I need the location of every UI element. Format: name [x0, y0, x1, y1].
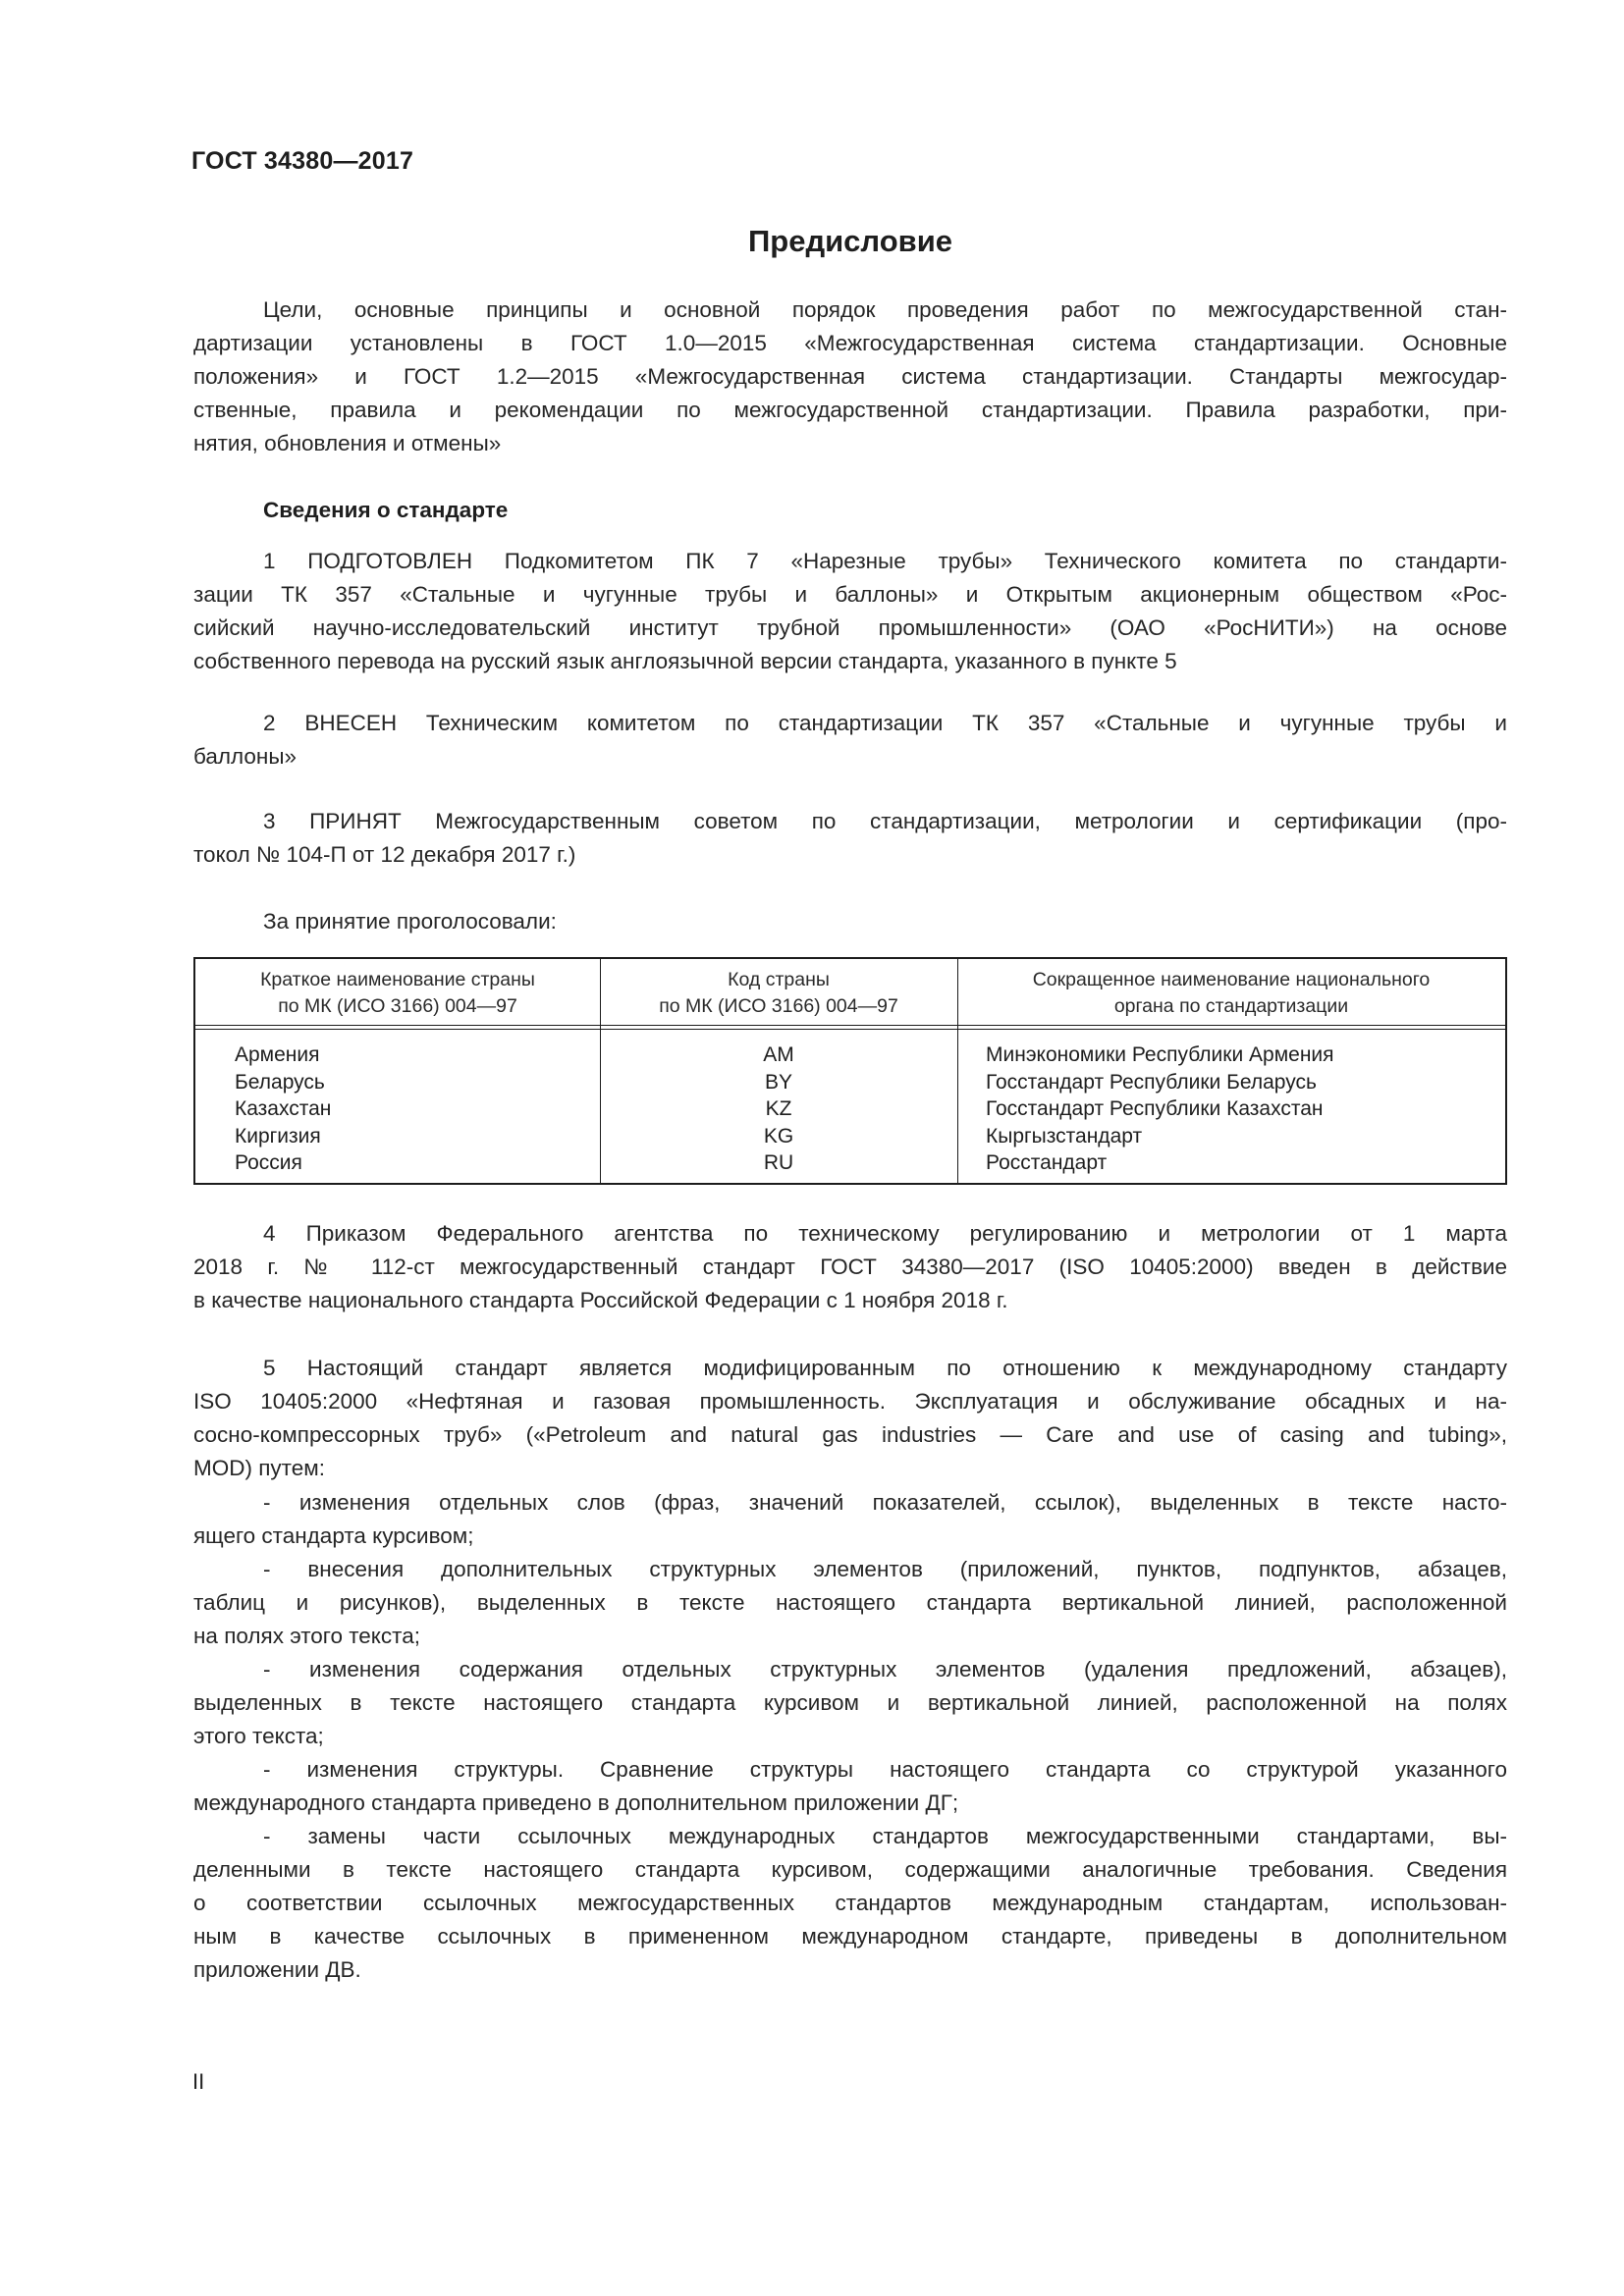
section-heading: Сведения о стандарте — [263, 498, 509, 522]
text-line: 5 Настоящий стандарт является модифицированным по отношению к международному стандарту — [263, 1356, 1507, 1380]
text-line: зации ТК 357 «Стальные и чугунные трубы и баллоны» и Открытым акционерным обществом «Рос- — [193, 582, 1507, 607]
table-cell-country: Казахстан — [235, 1097, 332, 1120]
text-line: на полях этого текста; — [193, 1624, 420, 1648]
text-line: MOD) путем: — [193, 1456, 325, 1480]
table-cell-body: Госстандарт Республики Казахстан — [986, 1097, 1324, 1120]
table-cell-code: KG — [763, 1124, 794, 1148]
text-line: таблиц и рисунков), выделенных в тексте настоящего стандарта вертикальной линией, расположенной — [193, 1590, 1507, 1615]
page-number: II — [192, 2069, 205, 2094]
text-line: собственного перевода на русский язык англоязычной версии стандарта, указанного в пункте 5 — [193, 649, 1177, 673]
table-cell-code: AM — [763, 1043, 794, 1066]
table-cell-code: KZ — [765, 1097, 792, 1120]
text-line: ным в качестве ссылочных в примененном международном стандарте, приведены в дополнительном — [193, 1924, 1507, 1949]
table-cell-code: RU — [763, 1151, 794, 1174]
text-line: приложении ДВ. — [193, 1957, 361, 1982]
text-line: этого текста; — [193, 1724, 324, 1748]
text-line: токол № 104-П от 12 декабря 2017 г.) — [193, 842, 576, 867]
text-line: 2 ВНЕСЕН Техническим комитетом по стандартизации ТК 357 «Стальные и чугунные трубы и — [263, 711, 1507, 735]
table-cell-body: Росстандарт — [986, 1151, 1108, 1174]
text-line: деленными в тексте настоящего стандарта курсивом, содержащими аналогичные требования. Сведения — [193, 1857, 1507, 1882]
text-line: - изменения отдельных слов (фраз, значений показателей, ссылок), выделенных в тексте насто- — [263, 1490, 1507, 1515]
table-cell-code: BY — [764, 1070, 792, 1094]
header-line: Код страны — [728, 969, 830, 990]
text-line: 4 Приказом Федерального агентства по техническому регулированию и метрологии от 1 марта — [263, 1221, 1507, 1246]
text-line: Цели, основные принципы и основной порядок проведения работ по межгосударственной стан- — [263, 297, 1507, 322]
document-code: ГОСТ 34380—2017 — [191, 147, 414, 175]
body-column — [986, 1041, 1334, 1177]
text-line: 1 ПОДГОТОВЛЕН Подкомитетом ПК 7 «Нарезные трубы» Технического комитета по стандарти- — [263, 549, 1507, 573]
voted-label: За принятие проголосовали: — [263, 909, 557, 934]
table-cell-body: Госстандарт Республики Беларусь — [986, 1070, 1317, 1094]
table-cell-country: Армения — [235, 1043, 320, 1066]
header-line: Сокращенное наименование национального — [1032, 969, 1431, 990]
text-line: ISO 10405:2000 «Нефтяная и газовая промышленность. Эксплуатация и обслуживание обсадных и на- — [193, 1389, 1507, 1414]
table-cell-body: Минэкономики Республики Армения — [986, 1043, 1334, 1066]
text-line: в качестве национального стандарта Российской Федерации с 1 ноября 2018 г. — [193, 1288, 1008, 1312]
text-line: сийский научно-исследовательский институт трубной промышленности» (ОАО «РосНИТИ») на основе — [193, 615, 1507, 640]
page-title: Предисловие — [747, 224, 952, 258]
code-column — [600, 1041, 957, 1177]
column-header-country — [195, 967, 600, 1020]
country-column — [235, 1041, 331, 1177]
text-line: - изменения содержания отдельных структурных элементов (удаления предложений, абзацев), — [263, 1657, 1507, 1682]
table-cell-country: Киргизия — [235, 1124, 321, 1148]
header-line: по МК (ИСО 3166) 004—97 — [659, 995, 898, 1017]
column-header-code — [600, 967, 957, 1020]
text-line: нятия, обновления и отмены» — [193, 431, 502, 455]
table-cell-body: Кыргызстандарт — [986, 1124, 1143, 1148]
text-line: 3 ПРИНЯТ Межгосударственным советом по стандартизации, метрологии и сертификации (про- — [263, 809, 1507, 833]
text-line: международного стандарта приведено в дополнительном приложении ДГ; — [193, 1790, 959, 1815]
text-line: - замены части ссылочных международных стандартов межгосударственными стандартами, вы- — [263, 1824, 1507, 1848]
header-line: Краткое наименование страны — [260, 969, 535, 990]
text-line: ящего стандарта курсивом; — [193, 1523, 474, 1548]
text-line: баллоны» — [193, 744, 298, 769]
voting-table — [193, 957, 1507, 1185]
text-line: ственные, правила и рекомендации по межгосударственной стандартизации. Правила разработки, при- — [193, 398, 1507, 422]
text-line: - внесения дополнительных структурных элементов (приложений, пунктов, подпунктов, абзацев, — [263, 1557, 1507, 1581]
text-line: 2018 г. № 112-ст межгосударственный стандарт ГОСТ 34380—2017 (ISO 10405:2000) введен в действие — [193, 1255, 1507, 1279]
text-line: о соответствии ссылочных межгосударственных стандартов международным стандартам, использован- — [193, 1891, 1507, 1915]
header-line: по МК (ИСО 3166) 004—97 — [278, 995, 517, 1017]
text-line: положения» и ГОСТ 1.2—2015 «Межгосударственная система стандартизации. Стандарты межгосудар- — [193, 364, 1507, 389]
header-divider — [195, 1029, 1505, 1030]
column-header-body — [957, 967, 1505, 1020]
text-line: выделенных в тексте настоящего стандарта курсивом и вертикальной линией, расположенной на полях — [193, 1690, 1507, 1715]
text-line: - изменения структуры. Сравнение структуры настоящего стандарта со структурой указанного — [263, 1757, 1507, 1782]
header-divider — [195, 1025, 1505, 1026]
table-cell-country: Беларусь — [235, 1070, 325, 1094]
header-line: органа по стандартизации — [1113, 995, 1349, 1017]
text-line: сосно-компрессорных труб» («Petroleum and natural gas industries — Care and use of casing and tubing», — [193, 1422, 1507, 1447]
text-line: дартизации установлены в ГОСТ 1.0—2015 «Межгосударственная система стандартизации. Основные — [193, 331, 1507, 355]
table-cell-country: Россия — [235, 1151, 302, 1174]
